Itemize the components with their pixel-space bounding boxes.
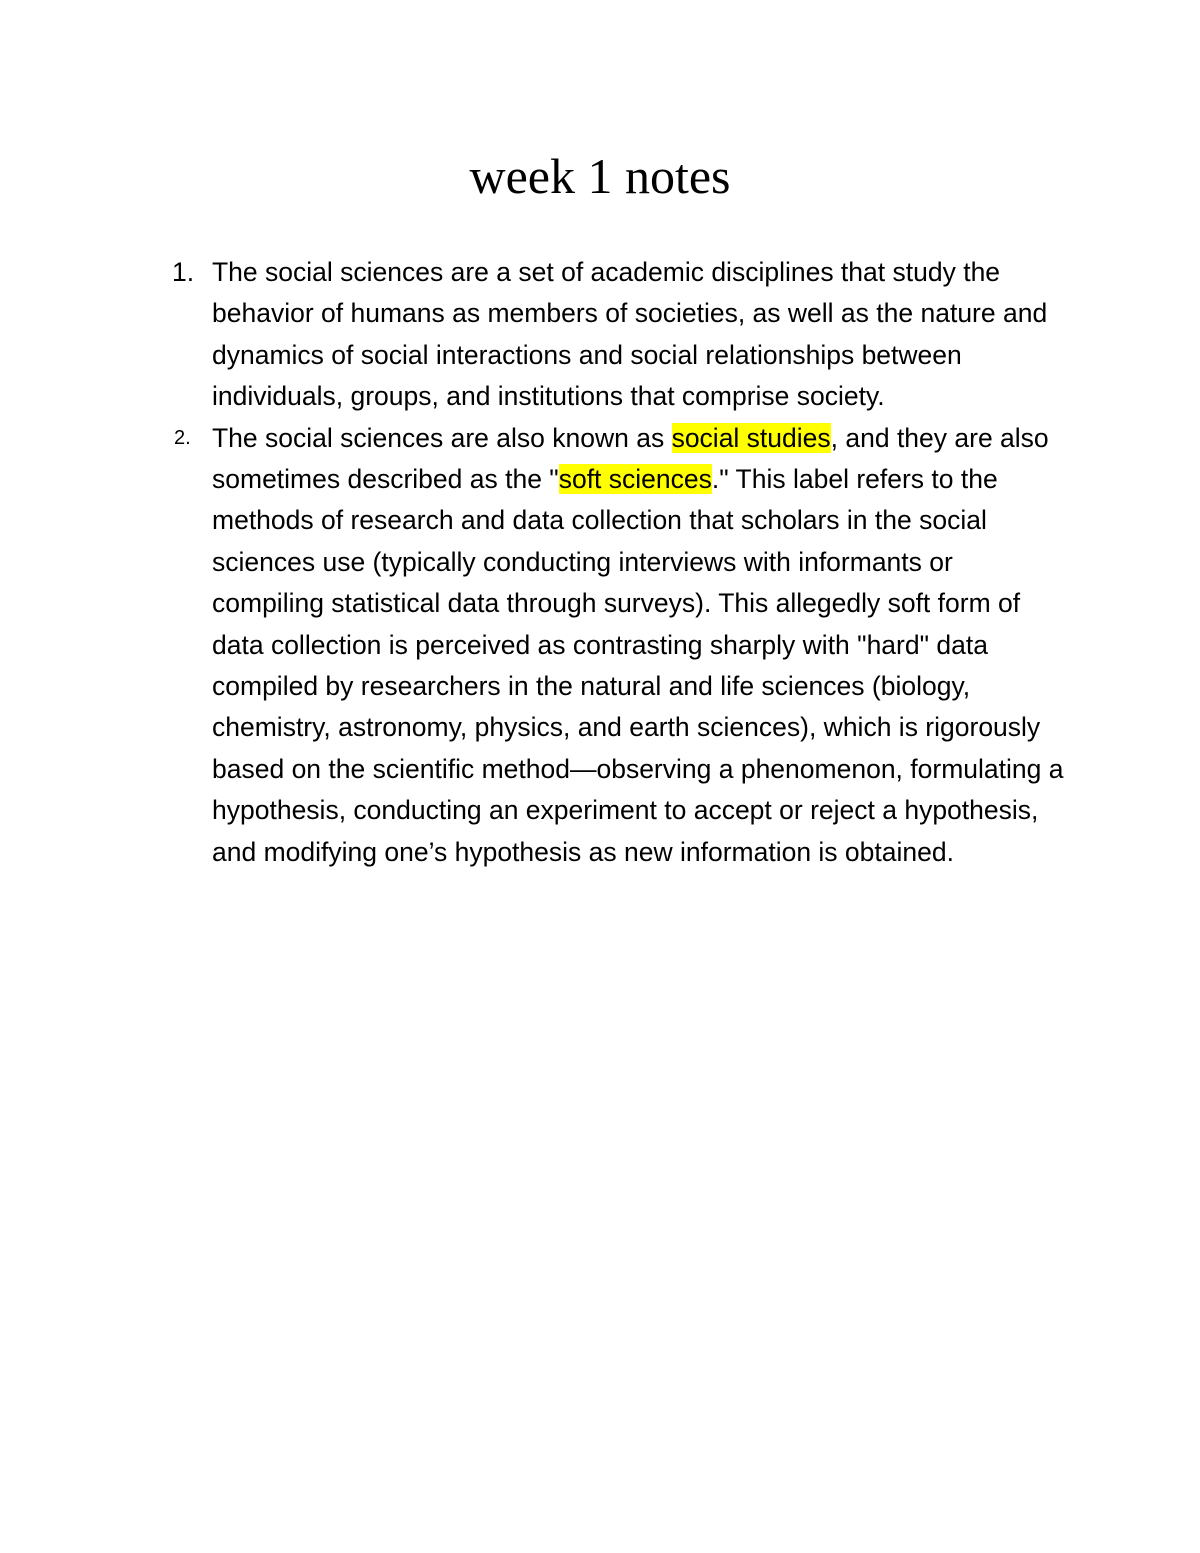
list-item: [172, 252, 1072, 418]
notes-list: [172, 252, 1072, 873]
highlighted-term-soft-sciences: soft sciences: [558, 464, 712, 495]
list-item-text-after: ." This label refers to the methods of research and data collection that scholars in the social sciences use (typically conducting interviews with informants or compiling statistical data through surveys). This allegedly soft form of data collection is perceived as contrasting sharply with "hard" data compiled by researchers in the natural and life sciences (biology, chemistry, astronomy, physics, and earth sciences), which is rigorously based on the scientific method—observing a phenomenon, formulating a hypothesis, conducting an experiment to accept or reject a hypothesis, and modifying one’s hypothesis as new information is obtained.: [212, 464, 1064, 867]
list-marker: 1.: [172, 257, 195, 287]
list-item-text-before: The social sciences are also known as: [212, 422, 672, 453]
list-item-text-middle: , and they are also sometimes described as the ": [212, 422, 1049, 495]
page-title: week 1 notes: [469, 148, 731, 204]
highlighted-term-social-studies: social studies: [671, 422, 831, 453]
list-marker: 2.: [174, 426, 191, 449]
list-item: [174, 418, 1072, 873]
list-item-text: The social sciences are a set of academic disciplines that study the behavior of humans as members of societies, as well as the nature and dynamics of social interactions and social relationships between individuals, groups, and institutions that comprise society.: [212, 257, 1048, 412]
